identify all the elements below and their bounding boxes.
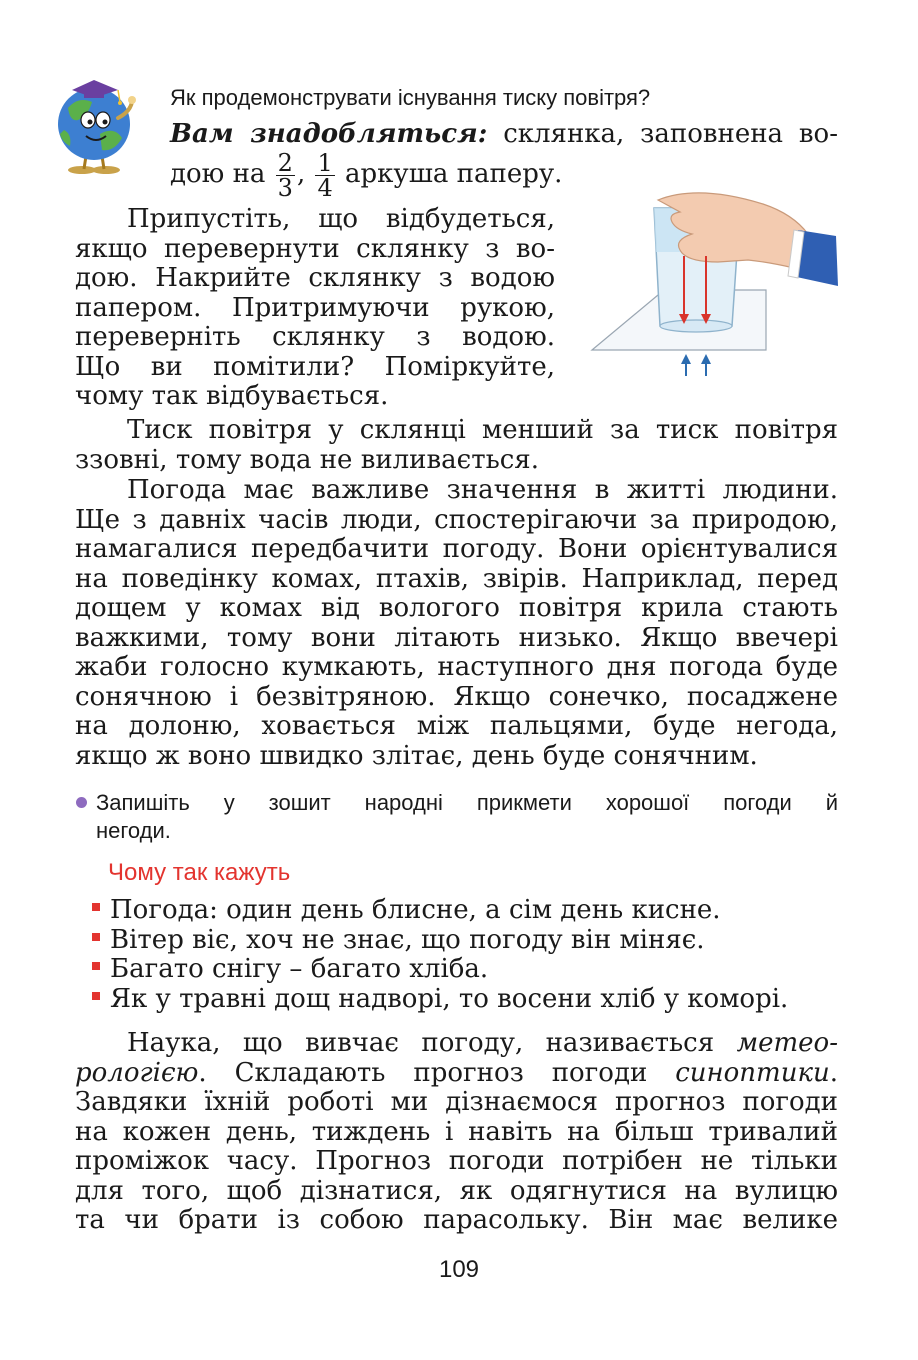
text-line: намагалися передбачити погоду. Вони орієнтувалися <box>75 534 838 564</box>
square-bullet-icon <box>92 903 100 911</box>
fraction-comma: , <box>296 159 306 189</box>
science-paragraph <box>75 1029 838 1236</box>
text-line: чому так відбувається. <box>75 381 389 411</box>
text-line: Що ви помітили? Поміркуйте, <box>75 351 555 382</box>
saying-item <box>92 955 852 985</box>
fraction-denominator: 3 <box>277 173 293 202</box>
saying-text: Погода: один день блисне, а сім день кисне. <box>110 895 721 925</box>
page-number: 109 <box>438 1256 480 1283</box>
saying-item <box>92 926 852 956</box>
saying-text: Як у травні дощ надворі, то восени хліб у коморі. <box>110 984 789 1014</box>
text-line: та чи брати із собою парасольку. Він має велике <box>75 1205 838 1235</box>
text-line: якщо ж воно швидко злітає, день буде сонячним. <box>75 740 758 771</box>
saying-item <box>92 985 852 1015</box>
text-line: переверніть склянку з водою. <box>75 322 555 352</box>
globe-mascot-icon <box>48 68 140 176</box>
text-line: якщо перевернути склянку з во- <box>75 233 555 264</box>
glass-experiment-illustration <box>588 190 850 385</box>
text-line: на кожен день, тиждень і навіть на більш тривалий <box>75 1116 838 1147</box>
text-line: дою. Накрийте склянку з водою <box>75 263 555 293</box>
fraction-denominator: 4 <box>317 173 333 202</box>
task-bullet-icon <box>76 797 87 808</box>
fraction-numerator: 1 <box>317 148 333 177</box>
text-line: Завдяки їхній роботі ми дізнаємося прогноз погоди <box>75 1087 838 1117</box>
task-line: негоди. <box>96 818 171 843</box>
task-line: Запишіть у зошит народні прикмети хорошої погоди й <box>96 790 838 815</box>
needs-text-1: склянка, заповнена во- <box>503 119 838 149</box>
text-line: для того, щоб дізнатися, як одягнутися на вулицю <box>75 1175 838 1206</box>
text-line: Ще з давніх часів люди, спостерігаючи за природою, <box>75 504 838 535</box>
term-meteorology: метео- <box>736 1028 838 1058</box>
text-line <box>75 1029 838 1059</box>
experiment-paragraph <box>75 205 555 412</box>
sayings-heading: Чому так кажуть <box>108 859 291 886</box>
intro-question: Як продемонструвати існування тиску повітря? <box>170 85 651 110</box>
text-line: Тиск повітря у склянці менший за тиск повітря <box>127 415 838 445</box>
text-line: на долоню, ховається між пальцями, буде негода, <box>75 711 838 741</box>
needs-line-2 <box>170 146 562 202</box>
needs-label: Вам знадобляться: <box>170 119 488 149</box>
text-run: Наука, що вивчає погоду, називається <box>127 1028 737 1058</box>
fraction-one-quarter <box>315 148 334 202</box>
term-meteorology: рологією <box>75 1057 199 1088</box>
text-line: Припустіть, що відбудеться, <box>127 204 555 234</box>
needs-text-2a: дою на <box>170 159 266 189</box>
text-line <box>75 1059 838 1089</box>
text-line: важкими, тому вони літають низько. Якщо ввечері <box>75 622 838 653</box>
saying-text: Вітер віє, хоч не знає, що погоду він міняє. <box>110 925 705 955</box>
saying-text: Багато снігу – багато хліба. <box>110 954 489 984</box>
square-bullet-icon <box>92 992 100 1000</box>
fraction-two-thirds <box>276 148 295 202</box>
text-line: на поведінку комах, птахів, звірів. Наприклад, перед <box>75 563 838 594</box>
square-bullet-icon <box>92 933 100 941</box>
fraction-numerator: 2 <box>277 148 293 177</box>
task-block <box>96 789 838 845</box>
text-line: проміжок часу. Прогноз погоди потрібен не тільки <box>75 1146 838 1176</box>
term-synoptics: синоптики <box>675 1057 830 1088</box>
text-line: дощем у комах від вологого повітря крила стають <box>75 593 838 623</box>
text-run: . <box>829 1057 838 1088</box>
text-line: жаби голосно кумкають, наступного дня погода буде <box>75 652 838 682</box>
square-bullet-icon <box>92 962 100 970</box>
text-run: . Складають прогноз погоди <box>198 1057 676 1088</box>
needs-text-2b: аркуша паперу. <box>345 159 563 189</box>
text-line: ззовні, тому вода не виливається. <box>75 444 539 475</box>
text-line: сонячною і безвітряною. Якщо сонечко, посаджене <box>75 681 838 712</box>
weather-paragraph <box>75 476 838 771</box>
saying-item <box>92 896 852 926</box>
pressure-paragraph <box>75 416 838 475</box>
text-line: папером. Притримуючи рукою, <box>75 292 555 323</box>
text-line: Погода має важливе значення в житті людини. <box>127 475 838 505</box>
